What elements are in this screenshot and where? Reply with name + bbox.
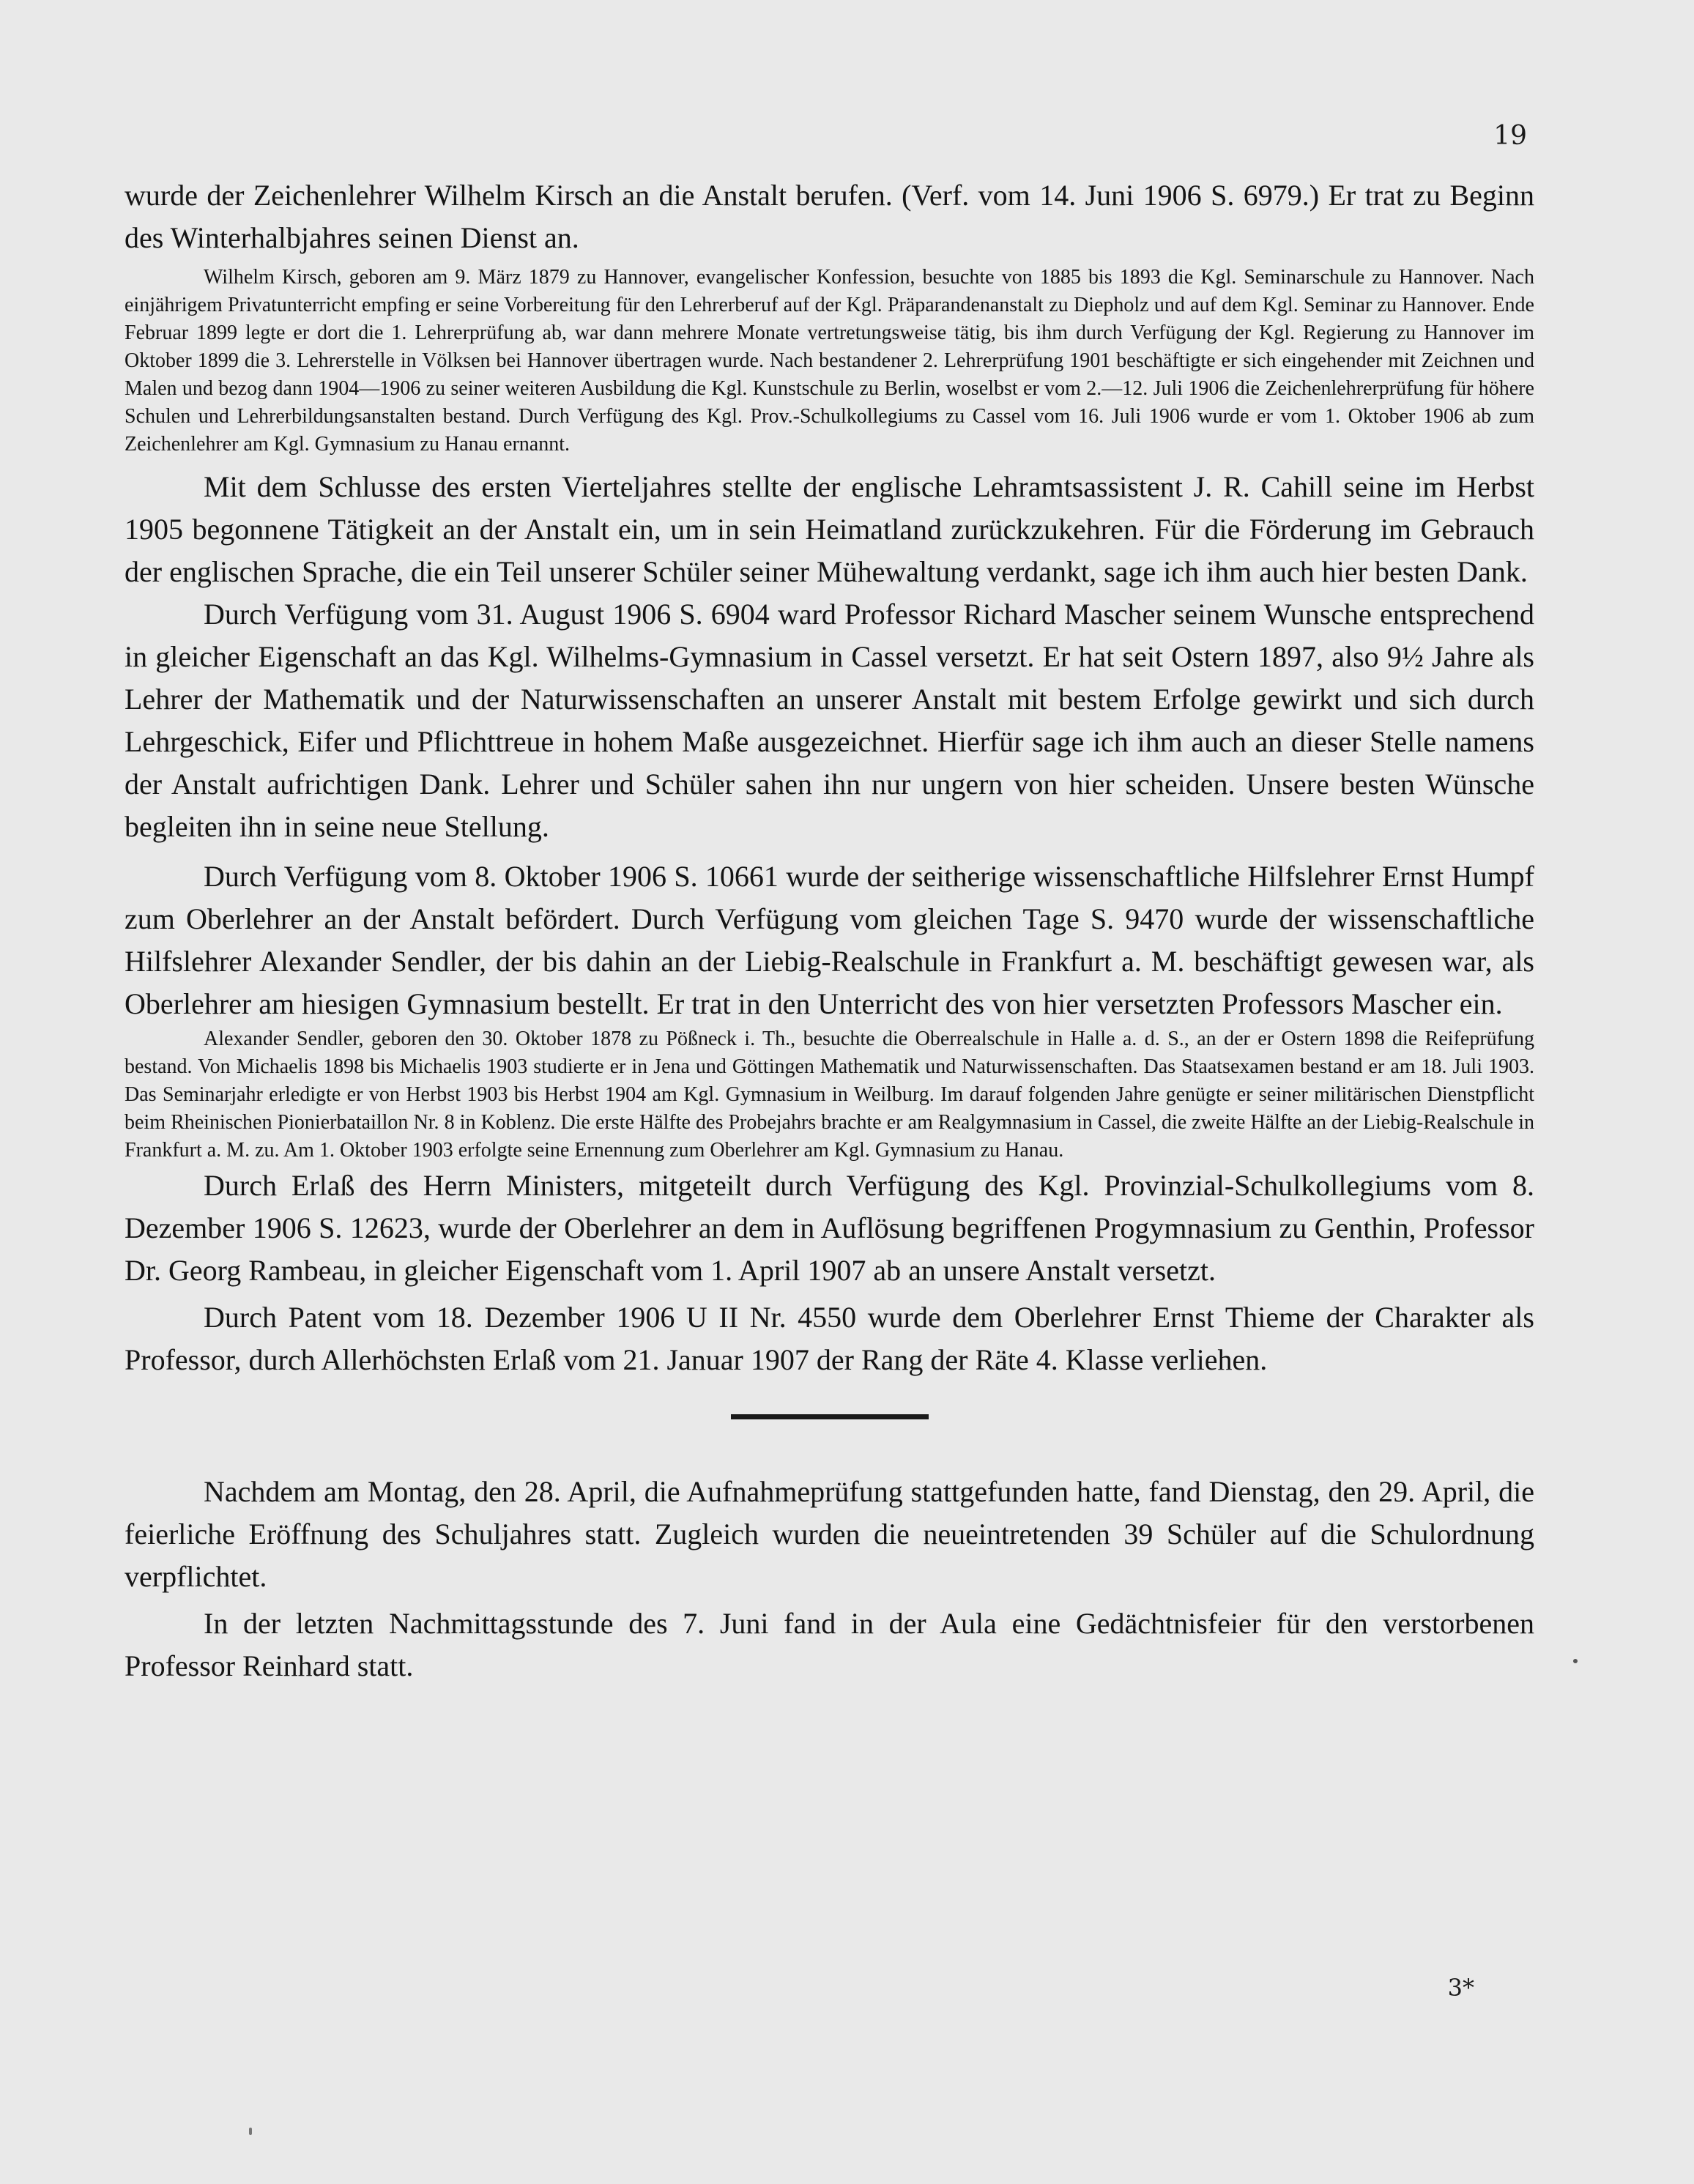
biography-kirsch: Wilhelm Kirsch, geboren am 9. März 1879 zu Hannover, evangelischer Konfession, besuchte von 1885 bis 1893 die Kgl. Seminarschule zu Hannover. Nach einjährigem Privatunterricht empfing er seine Vorbereitung für den Lehrerberuf auf der Kgl. Präparandenanstalt zu Diepholz und auf dem Kgl. Seminar zu Hannover. Ende Februar 1899 legte er dort die 1. Lehrerprüfung ab, war dann mehrere Monate vertretungsweise tätig, bis ihm durch Verfügung der Kgl. Regierung zu Hannover im Oktober 1899 die 3. Lehrerstelle in Völksen bei Hannover übertragen wurde. Nach bestandener 2. Lehrerprüfung 1901 beschäftigte er sich eingehender mit Zeichnen und Malen und bezog dann 1904—1906 zu seiner weiteren Ausbildung die Kgl. Kunstschule zu Berlin, woselbst er vom 2.—12. Juli 1906 die Zeichenlehrerprüfung für höhere Schulen und Lehrerbildungsanstalten bestand. Durch Verfügung des Kgl. Prov.-Schulkollegiums zu Cassel vom 16. Juli 1906 wurde er vom 1. Oktober 1906 ab zum Zeichenlehrer am Kgl. Gymnasium zu Hanau ernannt. [125, 266, 1534, 456]
page-body [125, 174, 1534, 1687]
page-number: 19 [1493, 121, 1527, 151]
biography-sendler: Alexander Sendler, geboren den 30. Oktober 1878 zu Pößneck i. Th., besuchte die Oberrealschule in Halle a. d. S., an der er Ostern 1898 die Reifeprüfung bestand. Von Michaelis 1898 bis Michaelis 1903 studierte er in Jena und Göttingen Mathematik und Naturwissenschaften. Das Staatsexamen bestand er am 18. Juli 1903. Das Seminarjahr erledigte er von Herbst 1903 bis Herbst 1904 am Kgl. Gymnasium in Weilburg. Im darauf folgenden Jahre genügte er seiner militärischen Dienstpflicht beim Rheinischen Pionierbataillon Nr. 8 in Koblenz. Die erste Hälfte des Probejahrs brachte er am Realgymnasium in Cassel, die zweite Hälfte an der Liebig-Realschule in Frankfurt a. M. zu. Am 1. Oktober 1903 erfolgte seine Ernennung zum Oberlehrer am Kgl. Gymnasium zu Hanau. [125, 1028, 1534, 1162]
paragraph-mascher-transfer: Durch Verfügung vom 31. August 1906 S. 6904 ward Professor Richard Mascher seinem Wunsche entsprechend in gleicher Eigenschaft an das Kgl. Wilhelms-Gymnasium in Cassel versetzt. Er hat seit Ostern 1897, also 9½ Jahre als Lehrer der Mathematik und der Naturwissenschaften an unserer Anstalt mit bestem Erfolge gewirkt und sich durch Lehrgeschick, Eifer und Pflichttreue in hohem Maße ausgezeichnet. Hierfür sage ich ihm auch an dieser Stelle namens der Anstalt aufrichtigen Dank. Lehrer und Schüler sahen ihn nur ungern von hier scheiden. Unsere besten Wünsche begleiten ihn in seine neue Stellung. [125, 598, 1534, 843]
section-divider [731, 1414, 929, 1419]
paragraph-thieme-promotion: Durch Patent vom 18. Dezember 1906 U II Nr. 4550 wurde dem Oberlehrer Ernst Thieme der Charakter als Professor, durch Allerhöchsten Erlaß vom 21. Januar 1907 der Rang der Räte 4. Klasse verliehen. [125, 1301, 1534, 1376]
paragraph-memorial: In der letzten Nachmittagsstunde des 7. Juni fand in der Aula eine Gedächtnisfeier für den verstorbenen Professor Reinhard statt. [125, 1607, 1534, 1682]
paper-speck [249, 2128, 252, 2135]
paragraph-humpf-sendler: Durch Verfügung vom 8. Oktober 1906 S. 10661 wurde der seitherige wissenschaftliche Hilfslehrer Ernst Humpf zum Oberlehrer an der Anstalt befördert. Durch Verfügung vom gleichen Tage S. 9470 wurde der wissenschaftliche Hilfslehrer Alexander Sendler, der bis dahin an der Liebig-Realschule in Frankfurt a. M. beschäftigt gewesen war, als Oberlehrer am hiesigen Gymnasium bestellt. Er trat in den Unterricht des von hier versetzten Professors Mascher ein. [125, 860, 1534, 1020]
paragraph-cahill-departure: Mit dem Schlusse des ersten Vierteljahres stellte der englische Lehramtsassistent J. R. Cahill seine im Herbst 1905 begonnene Tätigkeit an der Anstalt ein, um in sein Heimatland zurückzukehren. Für die Förderung im Gebrauch der englischen Sprache, die ein Teil unserer Schüler seiner Mühewaltung verdankt, sage ich ihm auch hier besten Dank. [125, 470, 1534, 588]
paragraph-kirsch-appointment: wurde der Zeichenlehrer Wilhelm Kirsch an die Anstalt berufen. (Verf. vom 14. Juni 1906 S. 6979.) Er trat zu Beginn des Winterhalbjahres seinen Dienst an. [125, 179, 1534, 254]
signature-mark: 3* [1447, 1974, 1474, 2002]
paper-speck [1573, 1659, 1578, 1663]
paragraph-rambeau-transfer: Durch Erlaß des Herrn Ministers, mitgeteilt durch Verfügung des Kgl. Provinzial-Schulkollegiums vom 8. Dezember 1906 S. 12623, wurde der Oberlehrer an dem in Auflösung begriffenen Progymnasium zu Genthin, Professor Dr. Georg Rambeau, in gleicher Eigenschaft vom 1. April 1907 ab an unsere Anstalt versetzt. [125, 1169, 1534, 1287]
paragraph-school-year-opening: Nachdem am Montag, den 28. April, die Aufnahmeprüfung stattgefunden hatte, fand Dienstag, den 29. April, die feierliche Eröffnung des Schuljahres statt. Zugleich wurden die neueintretenden 39 Schüler auf die Schulordnung verpflichtet. [125, 1475, 1534, 1593]
